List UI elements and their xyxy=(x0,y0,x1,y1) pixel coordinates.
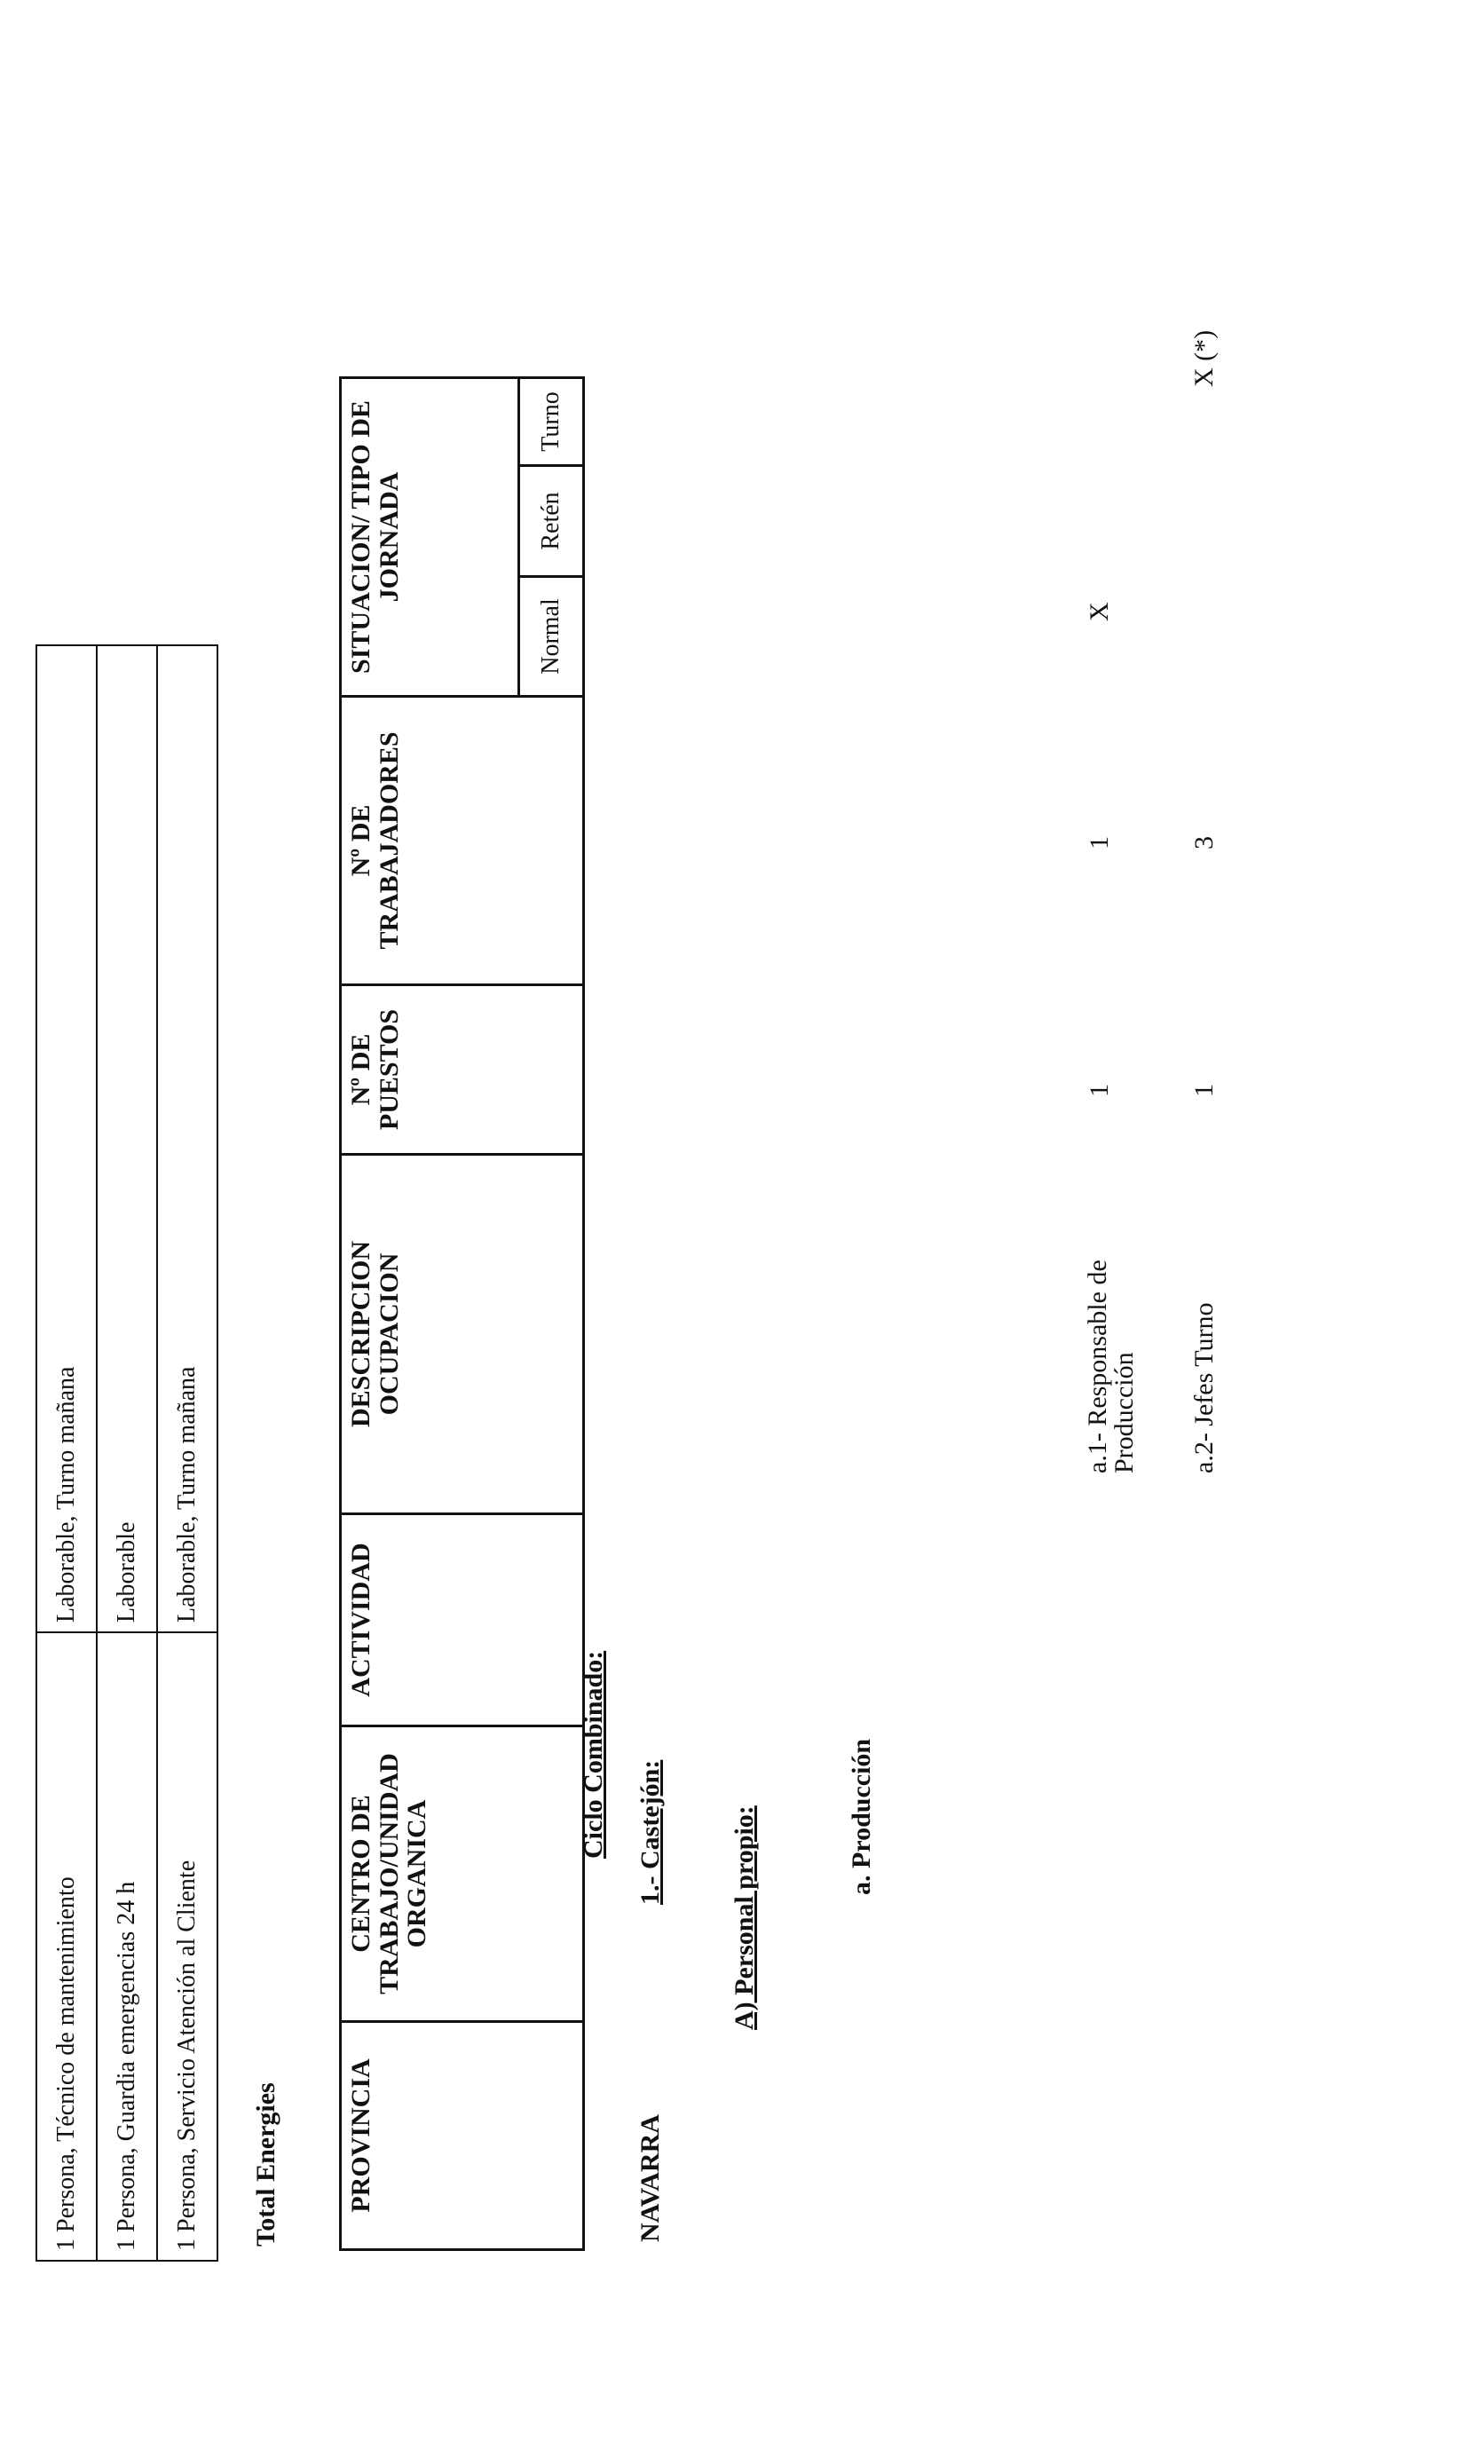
table-row xyxy=(36,645,97,2261)
header-turno: Turno xyxy=(519,378,584,466)
header-puestos: Nº DE PUESTOS xyxy=(341,985,584,1155)
row-trabajadores: 3 xyxy=(1189,836,1219,849)
table-cell: Laborable, Turno mañana xyxy=(157,645,217,1632)
header-situacion: SITUACION/ TIPO DE JORNADA xyxy=(341,378,519,697)
table-cell: 1 Persona, Servicio Atención al Cliente xyxy=(157,1632,217,2261)
table-cell: 1 Persona, Guardia emergencias 24 h xyxy=(97,1632,157,2261)
table-row xyxy=(157,645,217,2261)
company-name: Total Energies xyxy=(251,2082,280,2247)
top-table xyxy=(36,644,218,2262)
table-cell: Laborable xyxy=(97,645,157,1632)
section-ciclo: Ciclo Combinado: xyxy=(579,1650,608,1859)
header-trabajadores: Nº DE TRABAJADORES xyxy=(341,697,584,985)
table-cell: Laborable, Turno mañana xyxy=(36,645,97,1632)
row-mark: X (*) xyxy=(1189,329,1219,387)
centro-value: 1.- Castejón: xyxy=(635,1759,665,1905)
area-heading: a. Producción xyxy=(847,1738,876,1895)
provincia-value: NAVARRA xyxy=(635,2114,665,2242)
header-centro: CENTRO DE TRABAJO/UNIDAD ORGANICA xyxy=(341,1726,584,2022)
header-provincia: PROVINCIA xyxy=(341,2022,584,2250)
row-desc: a.1- Responsable de Producción xyxy=(1083,1260,1139,1473)
header-reten: Retén xyxy=(519,466,584,577)
personal-heading: A) Personal propio: xyxy=(730,1805,759,2030)
table-row xyxy=(97,645,157,2261)
header-normal: Normal xyxy=(519,577,584,697)
row-puestos: 1 xyxy=(1189,1084,1219,1097)
table-cell: 1 Persona, Técnico de mantenimiento xyxy=(36,1632,97,2261)
row-mark: X xyxy=(1085,602,1114,621)
header-row xyxy=(341,378,519,2250)
row-desc: a.2- Jefes Turno xyxy=(1189,1302,1219,1473)
header-descripcion: DESCRIPCION OCUPACION xyxy=(341,1155,584,1514)
main-header-table xyxy=(339,376,585,2251)
row-trabajadores: 1 xyxy=(1085,836,1114,849)
row-puestos: 1 xyxy=(1085,1084,1114,1097)
header-actividad: ACTIVIDAD xyxy=(341,1514,584,1726)
